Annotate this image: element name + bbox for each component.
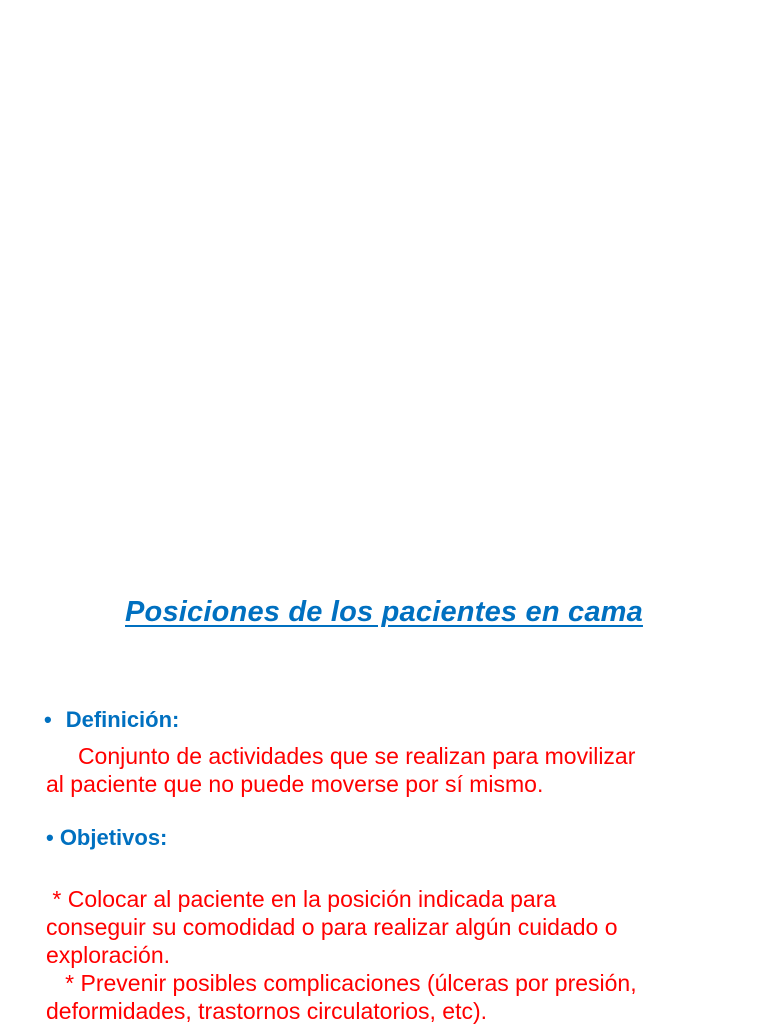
- definicion-line: al paciente que no puede moverse por sí mismo.: [46, 771, 544, 797]
- bullet-icon: •: [44, 707, 52, 732]
- objetivos-line: deformidades, trastornos circulatorios, etc).: [46, 998, 488, 1024]
- objetivos-body: [46, 885, 637, 1025]
- objetivos-heading: • Objetivos:: [46, 825, 168, 850]
- objetivos-line: * Prevenir posibles complicaciones (úlceras por presión,: [46, 970, 637, 996]
- definicion-heading: [44, 707, 179, 733]
- objetivos-line: exploración.: [46, 942, 171, 968]
- definicion-body: [46, 742, 635, 798]
- definicion-heading-label: Definición:: [65, 707, 180, 732]
- slide-title: Posiciones de los pacientes en cama: [125, 596, 643, 628]
- objetivos-line: * Colocar al paciente en la posición indicada para: [46, 886, 557, 912]
- definicion-line: Conjunto de actividades que se realizan para movilizar: [46, 743, 636, 769]
- objetivos-line: conseguir su comodidad o para realizar algún cuidado o: [46, 914, 618, 940]
